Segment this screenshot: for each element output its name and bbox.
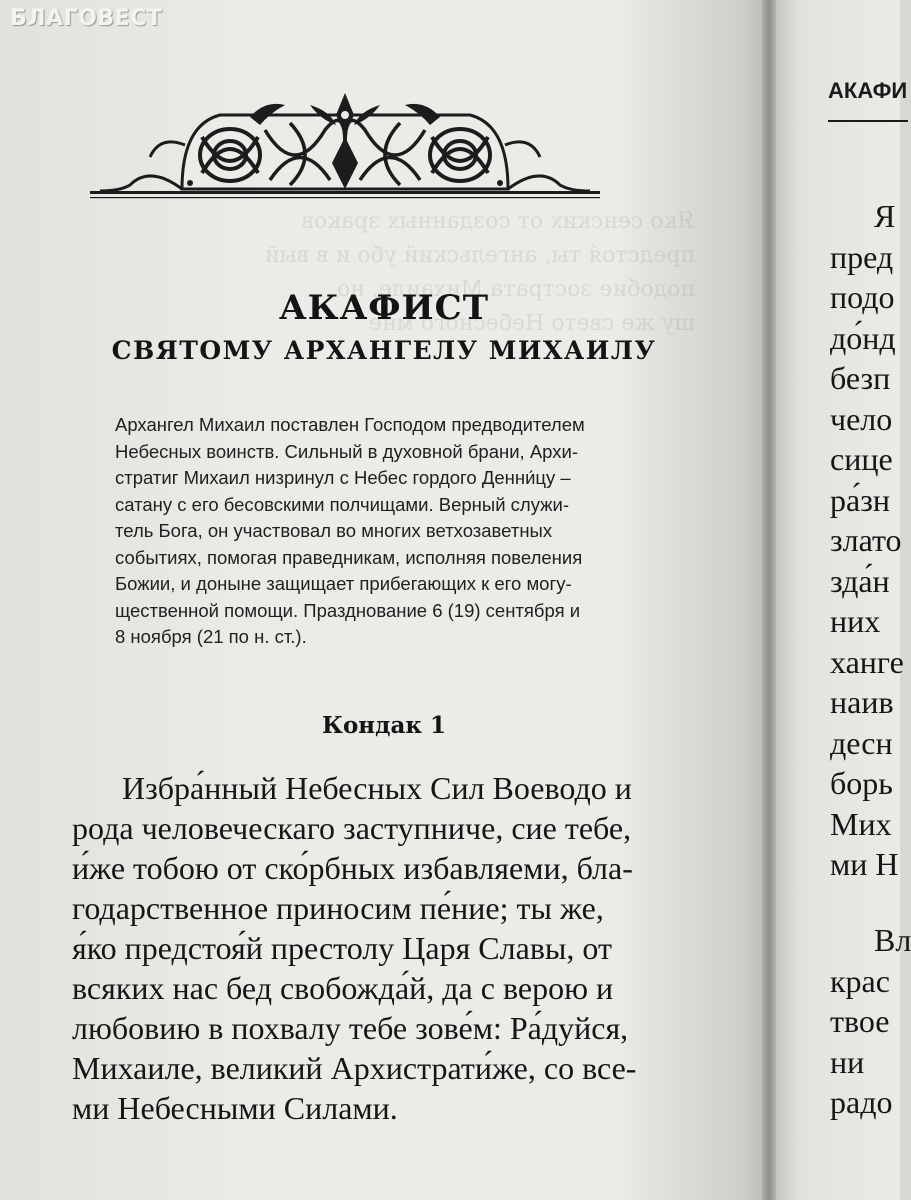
right-line: наив xyxy=(830,684,894,720)
intro-line: щественной помощи. Празднование 6 (19) сентября и xyxy=(115,599,581,621)
right-line: десн xyxy=(830,724,893,761)
right-page xyxy=(776,0,911,1200)
right-line: них xyxy=(830,603,881,639)
right-line: Мих xyxy=(830,805,892,842)
intro-paragraph xyxy=(115,412,675,651)
kondak-line: годарственное приносим пе́ние; ты же, xyxy=(72,890,604,926)
right-page-text-top xyxy=(830,196,904,885)
kondak-heading: Кондак 1 xyxy=(322,712,446,739)
kondak-line: Михаиле, великий Архистрати́же, со все- xyxy=(72,1050,637,1086)
book-gutter xyxy=(762,0,776,1200)
intro-line: стратиг Михаил низринул с Небес гордого Денни́цу – xyxy=(115,467,571,488)
right-line: ни xyxy=(830,1043,865,1080)
right-line: пред xyxy=(830,238,894,275)
right-line: подо xyxy=(830,279,895,315)
running-header: АКАФИ xyxy=(828,78,908,103)
right-line: зда́н xyxy=(830,562,890,599)
kondak-line: и́же тобою от ско́рбных избавляеми, бла- xyxy=(72,850,633,886)
bleed-through-text: Яко сенских от созданных зраков предстоя́ ты, ангельский убо и в вый подобие зострата Михаиле, но шу же свето Небесного мне xyxy=(264,209,695,336)
intro-line: тель Бога, он участвовал во многих ветхозаветных xyxy=(115,520,553,541)
right-line: ханге xyxy=(830,643,904,680)
kondak-text xyxy=(72,768,712,1128)
right-line: до́нд xyxy=(830,319,896,356)
intro-line: 8 ноября (21 по н. ст.). xyxy=(115,626,307,647)
intro-line: Божии, и доныне защищает прибегающих к его могу- xyxy=(115,573,572,594)
right-line: ми Н xyxy=(830,846,899,882)
right-line: радо xyxy=(830,1084,893,1120)
watermark: БЛАГОВЕСТ xyxy=(10,6,163,31)
intro-line: Небесных воинств. Сильный в духовной брани, Архи- xyxy=(115,440,578,462)
right-line: твое xyxy=(830,1003,890,1039)
right-line: Вл xyxy=(874,922,911,958)
kondak-line: всяких нас бед свобожда́й, да с верою и xyxy=(72,970,614,1006)
right-line: борь xyxy=(830,765,893,801)
intro-line: сатану с его бесовскими полчищами. Верный служи- xyxy=(115,493,570,515)
intro-line: Архангел Михаил поставлен Господом предводителем xyxy=(115,414,585,435)
kondak-line: я́ко предстоя́й престолу Царя Славы, от xyxy=(72,930,612,966)
right-line: сице xyxy=(830,441,893,477)
kondak-line: рода человеческаго заступниче, сие тебе, xyxy=(72,810,632,846)
header-rule xyxy=(828,120,908,122)
page-title: АКАФИСТ xyxy=(278,288,490,328)
kondak-line: любовию в похвалу тебе зове́м: Ра́дуйся, xyxy=(72,1010,629,1046)
right-line: Я xyxy=(874,198,896,234)
headpiece-ornament xyxy=(90,85,600,205)
right-line: безп xyxy=(830,360,891,396)
kondak-line: ми Небесными Силами. xyxy=(72,1090,398,1126)
right-page-text-bottom xyxy=(830,920,911,1123)
intro-line: событиях, помогая праведникам, исполняя повеления xyxy=(115,546,583,568)
page-subtitle: СВЯТОМУ АРХАНГЕЛУ МИХАИЛУ xyxy=(111,336,657,365)
right-line: чело xyxy=(830,400,893,437)
kondak-line: Избра́нный Небесных Сил Воеводо и xyxy=(122,770,632,806)
right-line: ра́зн xyxy=(830,481,890,518)
right-line: крас xyxy=(830,962,890,999)
right-line: злато xyxy=(830,522,902,558)
